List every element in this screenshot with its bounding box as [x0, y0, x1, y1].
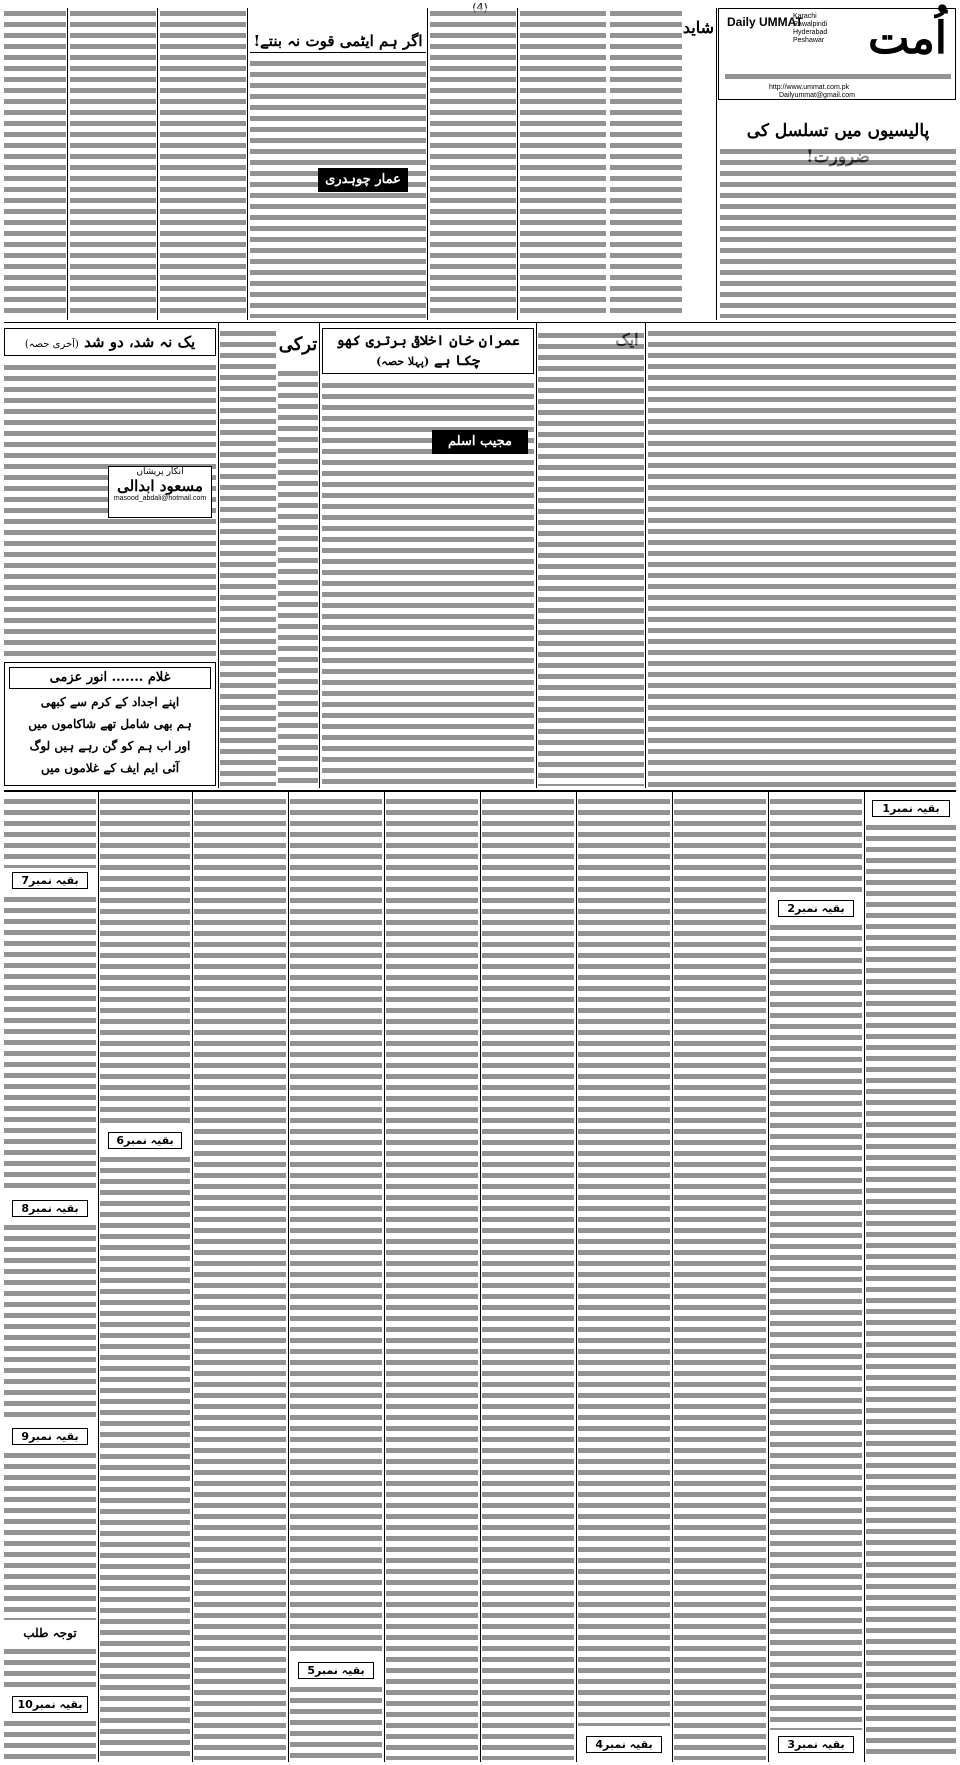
masood-title-text: یک نہ شد، دو شد	[84, 333, 196, 351]
turkey-column-title: ترکی	[278, 334, 318, 355]
poem-lines	[11, 691, 209, 779]
poem-box	[4, 662, 216, 786]
column-text-6	[70, 8, 156, 318]
side-column	[610, 8, 714, 318]
masthead	[718, 8, 956, 100]
editorial-continued	[648, 328, 956, 788]
masood-author: مسعود ابدالی	[117, 477, 203, 495]
column-text-5	[160, 8, 246, 318]
continuation-label-4: بقیہ نمبر4	[586, 1736, 662, 1753]
continuation-label-7: بقیہ نمبر7	[12, 872, 88, 889]
continuation-label-6: بقیہ نمبر6	[108, 1132, 182, 1149]
continuation-label-10: بقیہ نمبر10	[12, 1696, 88, 1713]
ammar-column-title: اگر ہم ایٹمی قوت نہ بنتے!	[250, 30, 426, 53]
city-peshawar: Peshawar	[793, 37, 825, 44]
continuation-col-7	[290, 796, 382, 1760]
masthead-info-lines	[725, 71, 951, 83]
poem-line: اور اب ہم کو گن رہے ہیں لوگ	[29, 739, 191, 753]
poem-box-header: غلام ....... انور عزمی	[9, 667, 211, 689]
continuation-col-3	[674, 796, 766, 1760]
continuation-col-6	[386, 796, 478, 1760]
editorial-headline: پالیسیوں میں تسلسل کی	[720, 118, 956, 170]
mujeeb-column-author: مجیب اسلم	[432, 430, 528, 454]
continuation-col-2	[770, 796, 862, 1760]
continuation-label-5: بقیہ نمبر5	[298, 1662, 374, 1679]
poem-title: غلام	[147, 670, 171, 685]
side-column-text	[610, 8, 682, 318]
turkey-column	[220, 328, 318, 786]
ek-column-text	[538, 330, 644, 786]
continuation-label-8: بقیہ نمبر8	[12, 1200, 88, 1217]
mujeeb-title-text: عمران خان اخلاقی برتری کھو چکا ہے	[336, 333, 520, 369]
brand-name: Daily UMMAT	[727, 15, 803, 29]
continuation-label-3: بقیہ نمبر3	[778, 1736, 854, 1753]
masood-intro: انکار پریشاں	[136, 467, 184, 477]
continuation-col-9	[100, 796, 190, 1760]
city-rawalpindi: Rawalpindi	[793, 21, 828, 28]
continuation-label-1: بقیہ نمبر1	[872, 800, 950, 817]
continuation-label-9: بقیہ نمبر9	[12, 1428, 88, 1445]
website-link[interactable]: http://www.ummat.com.pk	[769, 84, 850, 91]
masood-column	[4, 328, 216, 658]
logo-text: اُمت	[868, 13, 947, 64]
continuation-col-8	[194, 796, 286, 1760]
continuation-col-1	[866, 796, 956, 1760]
mujeeb-subtitle: (پہلا حصہ)	[376, 355, 430, 368]
email-link[interactable]: Dailyummat@gmail.com	[779, 92, 855, 99]
column-text-7	[4, 8, 66, 318]
masood-byline-box	[108, 466, 212, 518]
masood-subtitle: (آخری حصہ)	[24, 339, 79, 350]
poem-line: ہم بھی شامل تھے شاکاموں میں	[28, 717, 192, 731]
notice-title: توجہ طلب	[12, 1626, 88, 1640]
turkey-column-text	[220, 328, 276, 786]
mujeeb-column	[322, 328, 534, 786]
city-hyderabad: Hyderabad	[793, 29, 828, 36]
mujeeb-column-title	[322, 328, 534, 374]
continuation-col-5	[482, 796, 574, 1760]
continuation-label-2: بقیہ نمبر2	[778, 900, 854, 917]
poem-author: انور عزمی	[49, 670, 108, 685]
side-headline: شاید	[682, 18, 714, 37]
editorial-text	[720, 146, 956, 318]
column-text-2	[520, 8, 606, 318]
masood-column-title	[4, 328, 216, 356]
column-text-3	[430, 8, 516, 318]
continuation-col-4	[578, 796, 670, 1760]
poem-line: آئی ایم ایف کے غلاموں میں	[40, 761, 180, 775]
city-list	[793, 13, 827, 45]
turkey-column-text-b	[278, 368, 318, 786]
continuation-col-10	[4, 796, 96, 1760]
masood-email[interactable]: masood_abdali@hotmail.com	[113, 495, 207, 502]
ammar-column-author: عمار چوہدری	[318, 168, 408, 192]
poem-line: اپنے اجداد کے کرم سے کبھی	[40, 695, 180, 709]
city-karachi: Karachi	[793, 13, 817, 20]
